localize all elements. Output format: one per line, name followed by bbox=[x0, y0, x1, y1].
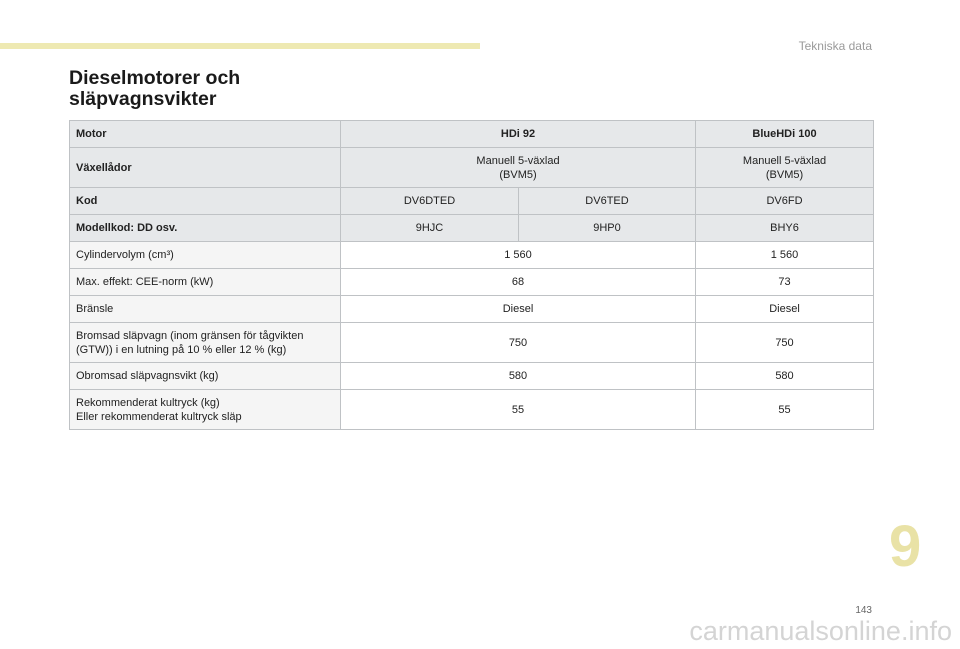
cell-value: 73 bbox=[696, 269, 874, 296]
row-label: Cylindervolym (cm³) bbox=[70, 242, 341, 269]
page-title-line2: släpvagnsvikter bbox=[69, 88, 217, 110]
row-label: Bränsle bbox=[70, 296, 341, 323]
cell-gearbox-1 bbox=[341, 148, 696, 188]
cell-bluehdi100: BlueHDi 100 bbox=[696, 121, 874, 148]
table-row-braked-trailer bbox=[70, 323, 874, 363]
cell-value: 55 bbox=[696, 390, 874, 430]
cell-value: 1 560 bbox=[341, 242, 696, 269]
page-number: 143 bbox=[855, 605, 872, 616]
spec-table bbox=[69, 120, 874, 430]
cell-line: Manuell 5-växlad bbox=[476, 154, 560, 167]
row-label bbox=[70, 323, 341, 363]
row-label: Motor bbox=[70, 121, 341, 148]
table-row-model bbox=[70, 215, 874, 242]
cell-model-b: 9HP0 bbox=[519, 215, 696, 242]
chapter-number: 9 bbox=[889, 514, 922, 579]
cell-kod-a: DV6DTED bbox=[341, 188, 519, 215]
cell-value: 750 bbox=[696, 323, 874, 363]
row-label bbox=[70, 390, 341, 430]
table-row bbox=[70, 269, 874, 296]
top-accent-bar bbox=[0, 43, 480, 49]
table-row-motor bbox=[70, 121, 874, 148]
cell-gearbox-2 bbox=[696, 148, 874, 188]
cell-line: (BVM5) bbox=[765, 168, 804, 181]
row-label: Max. effekt: CEE-norm (kW) bbox=[70, 269, 341, 296]
cell-value: 580 bbox=[341, 363, 696, 390]
row-label-line: Rekommenderat kultryck (kg) bbox=[76, 396, 220, 409]
cell-value: Diesel bbox=[341, 296, 696, 323]
row-label: Obromsad släpvagnsvikt (kg) bbox=[70, 363, 341, 390]
row-label-line: (GTW)) i en lutning på 10 % eller 12 % (kg) bbox=[76, 343, 287, 356]
page-title-line1: Dieselmotorer och bbox=[69, 67, 241, 89]
table-row bbox=[70, 242, 874, 269]
cell-kod-b: DV6TED bbox=[519, 188, 696, 215]
cell-model-a: 9HJC bbox=[341, 215, 519, 242]
cell-line: (BVM5) bbox=[499, 168, 537, 181]
row-label: Modellkod: DD osv. bbox=[70, 215, 341, 242]
row-label: Kod bbox=[70, 188, 341, 215]
table-row-nose-weight bbox=[70, 390, 874, 430]
watermark: carmanualsonline.info bbox=[689, 616, 952, 646]
table-row-kod bbox=[70, 188, 874, 215]
page-title bbox=[69, 68, 240, 110]
table-row-gearbox bbox=[70, 148, 874, 188]
cell-value: 68 bbox=[341, 269, 696, 296]
table-row-unbraked-trailer bbox=[70, 363, 874, 390]
row-label-line: Eller rekommenderat kultryck släp bbox=[76, 410, 242, 423]
cell-hdi92: HDi 92 bbox=[341, 121, 696, 148]
row-label: Växellådor bbox=[70, 148, 341, 188]
cell-model-c: BHY6 bbox=[696, 215, 874, 242]
cell-value: Diesel bbox=[696, 296, 874, 323]
cell-value: 1 560 bbox=[696, 242, 874, 269]
cell-line: Manuell 5-växlad bbox=[742, 154, 827, 167]
cell-value: 750 bbox=[341, 323, 696, 363]
row-label-line: Bromsad släpvagn (inom gränsen för tågvikten bbox=[76, 329, 304, 342]
cell-value: 55 bbox=[341, 390, 696, 430]
table-row bbox=[70, 296, 874, 323]
cell-kod-c: DV6FD bbox=[696, 188, 874, 215]
section-label: Tekniska data bbox=[798, 39, 872, 53]
cell-value: 580 bbox=[696, 363, 874, 390]
